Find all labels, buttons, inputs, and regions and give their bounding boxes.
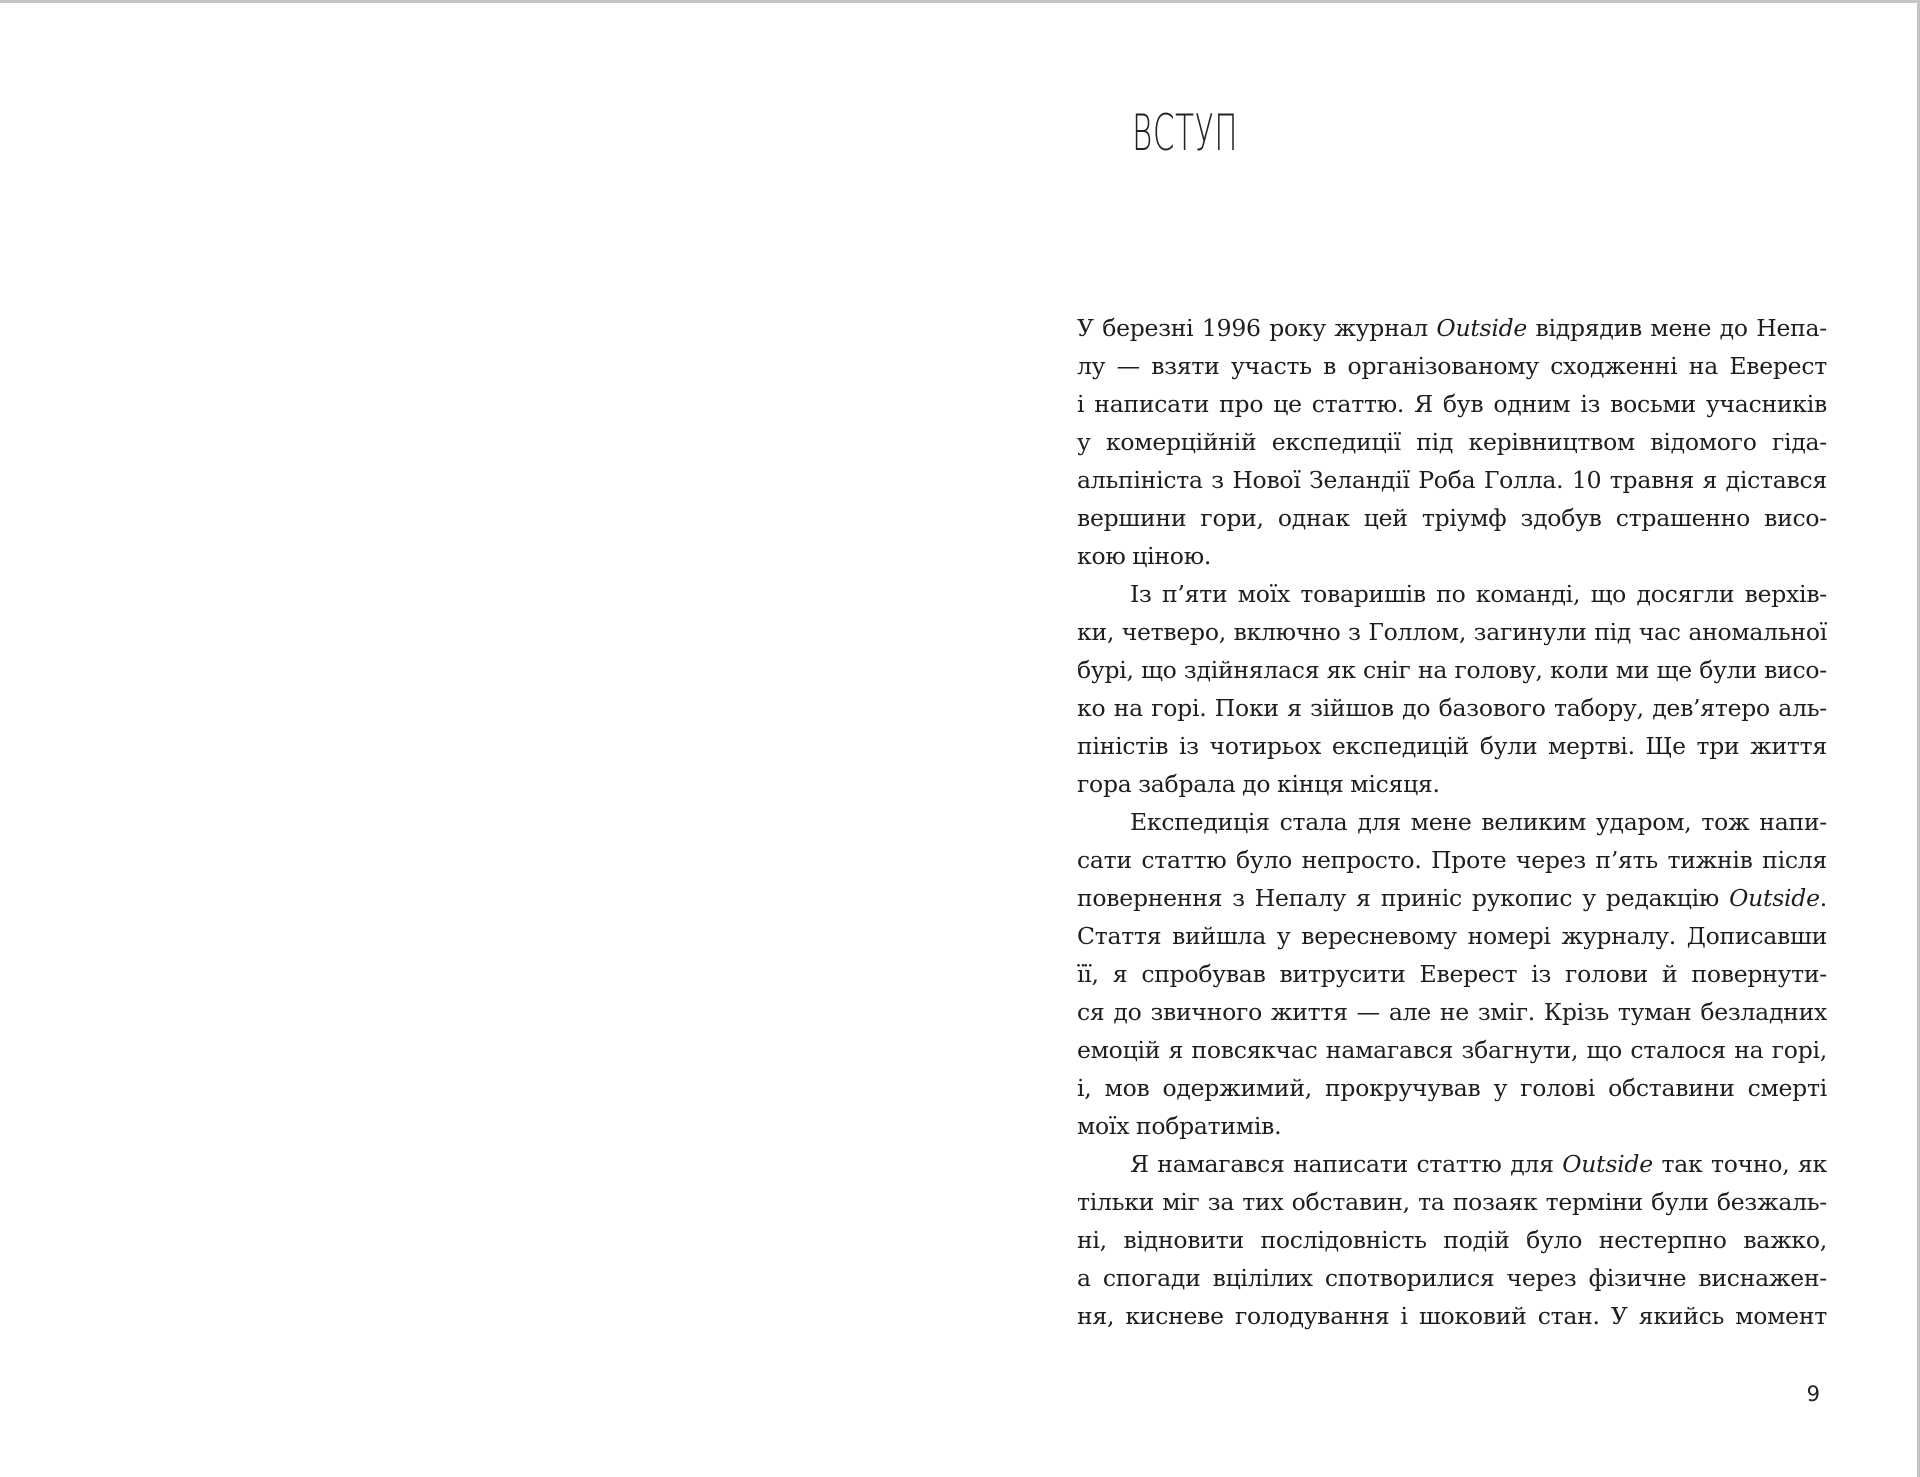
text-line: тільки міг за тих обставин, та позаяк терміни були безжаль- xyxy=(1077,1188,1827,1216)
text-line: ки, четверо, включно з Голлом, загинули під час аномальної xyxy=(1077,618,1827,646)
text-line: а спогади вцілілих спотворилися через фізичне виснажен- xyxy=(1077,1264,1827,1292)
text-line: Я намагався написати статтю для Outside так точно, як xyxy=(1130,1150,1827,1178)
text-line: ня, кисневе голодування і шоковий стан. У якийсь момент xyxy=(1077,1302,1827,1330)
text-line: Експедиція стала для мене великим ударом, тож напи- xyxy=(1130,808,1827,836)
page-number: 9 xyxy=(1806,1382,1820,1406)
text-line: і написати про це статтю. Я був одним із восьми учасників xyxy=(1077,390,1827,418)
left-page-blank xyxy=(0,3,1035,1477)
text-line: у комерційній експедиції під керівництвом відомого гіда- xyxy=(1077,428,1827,456)
italic-title: Outside xyxy=(1562,1150,1653,1178)
text-line: Із п’яти моїх товаришів по команді, що досягли верхів- xyxy=(1130,580,1827,608)
text-line: Стаття вийшла у вересневому номері журналу. Дописавши xyxy=(1077,922,1827,950)
chapter-title: ВСТУП xyxy=(1132,104,1239,162)
text-line: емоцій я повсякчас намагався збагнути, що сталося на горі, xyxy=(1077,1036,1827,1064)
text-line: гора забрала до кінця місяця. xyxy=(1077,770,1440,798)
text-line: ні, відновити послідовність подій було нестерпно важко, xyxy=(1077,1226,1827,1254)
text-line: її, я спробував витрусити Еверест із голови й повернути- xyxy=(1077,960,1827,988)
right-page xyxy=(1035,3,1917,1477)
text-line: ко на горі. Поки я зійшов до базового табору, дев’ятеро аль- xyxy=(1077,694,1827,722)
text-line: і, мов одержимий, прокручував у голові обставини смерті xyxy=(1077,1074,1827,1102)
italic-title: Outside xyxy=(1729,884,1820,912)
text-line: повернення з Непалу я приніс рукопис у редакцію Outside. xyxy=(1077,884,1827,912)
text-line: альпініста з Нової Зеландії Роба Голла. 10 травня я дістався xyxy=(1077,466,1827,494)
text-line: ся до звичного життя — але не зміг. Крізь туман безладних xyxy=(1077,998,1827,1026)
text-line: У березні 1996 року журнал Outside відрядив мене до Непа- xyxy=(1077,314,1827,342)
text-line: моїх побратимів. xyxy=(1077,1112,1282,1140)
text-line: кою ціною. xyxy=(1077,542,1212,570)
text-line: сати статтю було непросто. Проте через п’ять тижнів після xyxy=(1077,846,1827,874)
italic-title: Outside xyxy=(1436,314,1528,342)
text-line: піністів із чотирьох експедицій були мертві. Ще три життя xyxy=(1077,732,1827,760)
text-line: бурі, що здійнялася як сніг на голову, коли ми ще були висо- xyxy=(1077,656,1827,684)
body-text xyxy=(1077,309,1827,1335)
text-line: вершини гори, однак цей тріумф здобув страшенно висо- xyxy=(1077,504,1827,532)
text-line: лу — взяти участь в організованому сходженні на Еверест xyxy=(1077,352,1827,380)
